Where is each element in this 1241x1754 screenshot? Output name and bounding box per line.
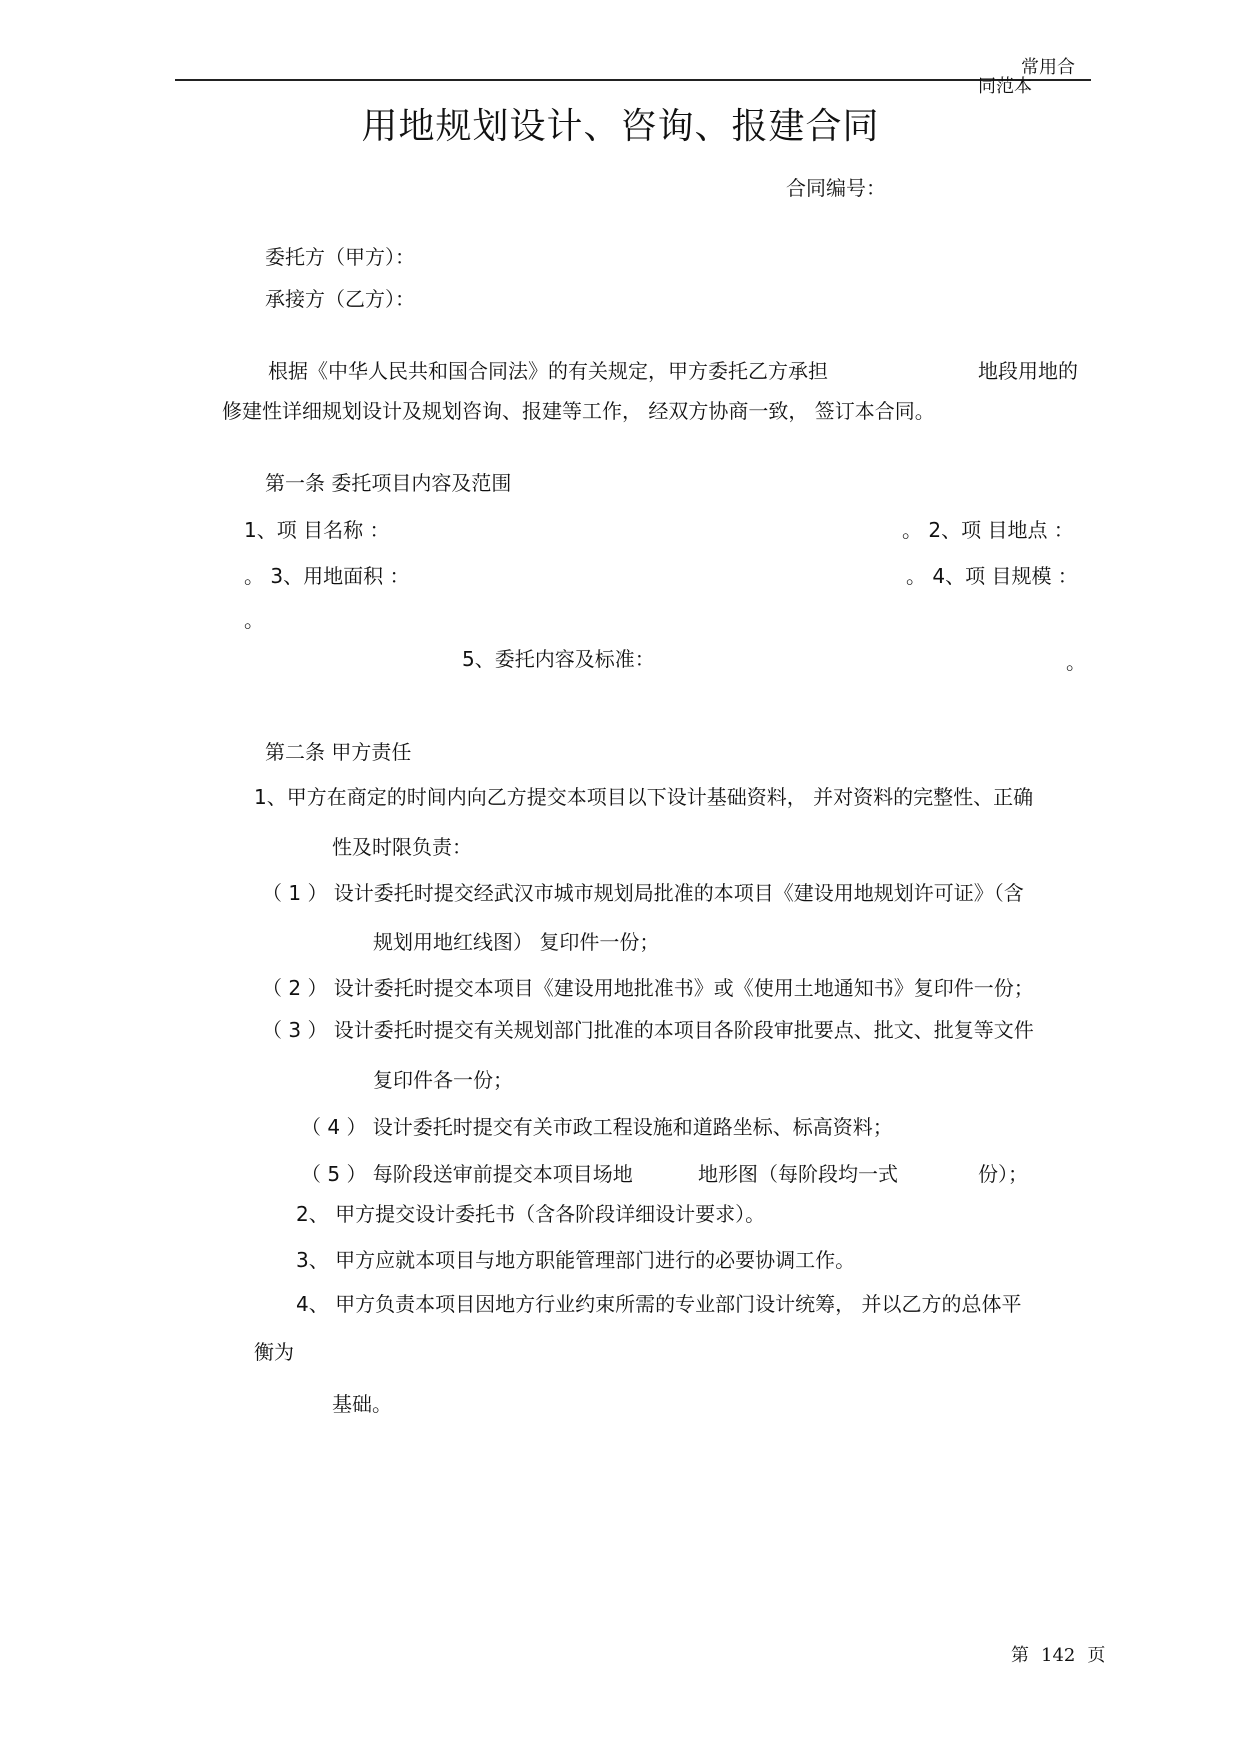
article2-s5a: （ 5 ） 每阶段送审前提交本项目场地 [301,1162,633,1186]
party-a: 委托方（甲方）： [265,245,415,269]
article2-s2: （ 2 ） 设计委托时提交本项目《建设用地批准书》或《使用土地通知书》复印件一份； [262,976,1034,1000]
article2-p4c: 基础。 [332,1392,392,1416]
article2-s3a: （ 3 ） 设计委托时提交有关规划部门批准的本项目各阶段审批要点、批文、批复等文件 [262,1018,1034,1042]
article1-item3: 。 3、用地面积 ： [244,564,410,588]
article2-p1a: 1、甲方在商定的时间内向乙方提交本项目以下设计基础资料， 并对资料的完整性、正确 [254,785,1034,809]
page-number: 142 [1041,1645,1076,1666]
article2-s4: （ 4 ） 设计委托时提交有关市政工程设施和道路坐标、标高资料； [301,1115,893,1139]
preamble-line2: 修建性详细规划设计及规划咨询、报建等工作， 经双方协商一致， 签订本合同。 [222,399,935,423]
article2-s3b: 复印件各一份； [373,1068,513,1092]
header-label-line2: 同范本 [978,76,1032,97]
article2-p2: 2、 甲方提交设计委托书（含各阶段详细设计要求）。 [296,1202,766,1226]
party-b: 承接方（乙方）： [265,287,415,311]
preamble-part1: 根据《中华人民共和国合同法》的有关规定，甲方委托乙方承担 [268,359,828,383]
article1-heading: 第一条 委托项目内容及范围 [265,471,512,495]
footer-suffix: 页 [1087,1645,1106,1666]
article2-p4b: 衡为 [254,1340,294,1364]
article1-item5-end: 。 [1066,650,1086,674]
article1-item4: 。 4、项 目规模 ： [906,564,1078,588]
contract-number: 合同编号： [786,176,886,200]
article2-s1b: 规划用地红线图） 复印件一份； [373,930,660,954]
page-footer [1005,1641,1111,1667]
article1-item1: 1、项 目名称 ： [244,518,390,542]
article1-item2: 。 2、项 目地点 ： [902,518,1074,542]
article2-s1a: （ 1 ） 设计委托时提交经武汉市城市规划局批准的本项目《建设用地规划许可证》（含 [262,881,1024,905]
page-title: 用地规划设计、咨询、报建合同 [361,106,880,147]
footer-prefix: 第 [1011,1645,1029,1666]
article2-heading: 第二条 甲方责任 [265,740,412,764]
article2-p3: 3、 甲方应就本项目与地方职能管理部门进行的必要协调工作。 [296,1248,856,1272]
article1-item5: 5、委托内容及标准： [462,647,655,671]
article2-p1b: 性及时限负责： [332,835,472,859]
article2-p4a: 4、 甲方负责本项目因地方行业约束所需的专业部门设计统筹， 并以乙方的总体平 [296,1292,1022,1316]
header-label-line1: 常用合 [1021,57,1075,78]
article2-s5b: 地形图（每阶段均一式 [698,1162,898,1186]
preamble-part2: 地段用地的 [978,359,1078,383]
article2-s5c: 份）； [978,1162,1028,1186]
header-rule [175,79,1091,81]
article1-period: 。 [244,608,264,632]
